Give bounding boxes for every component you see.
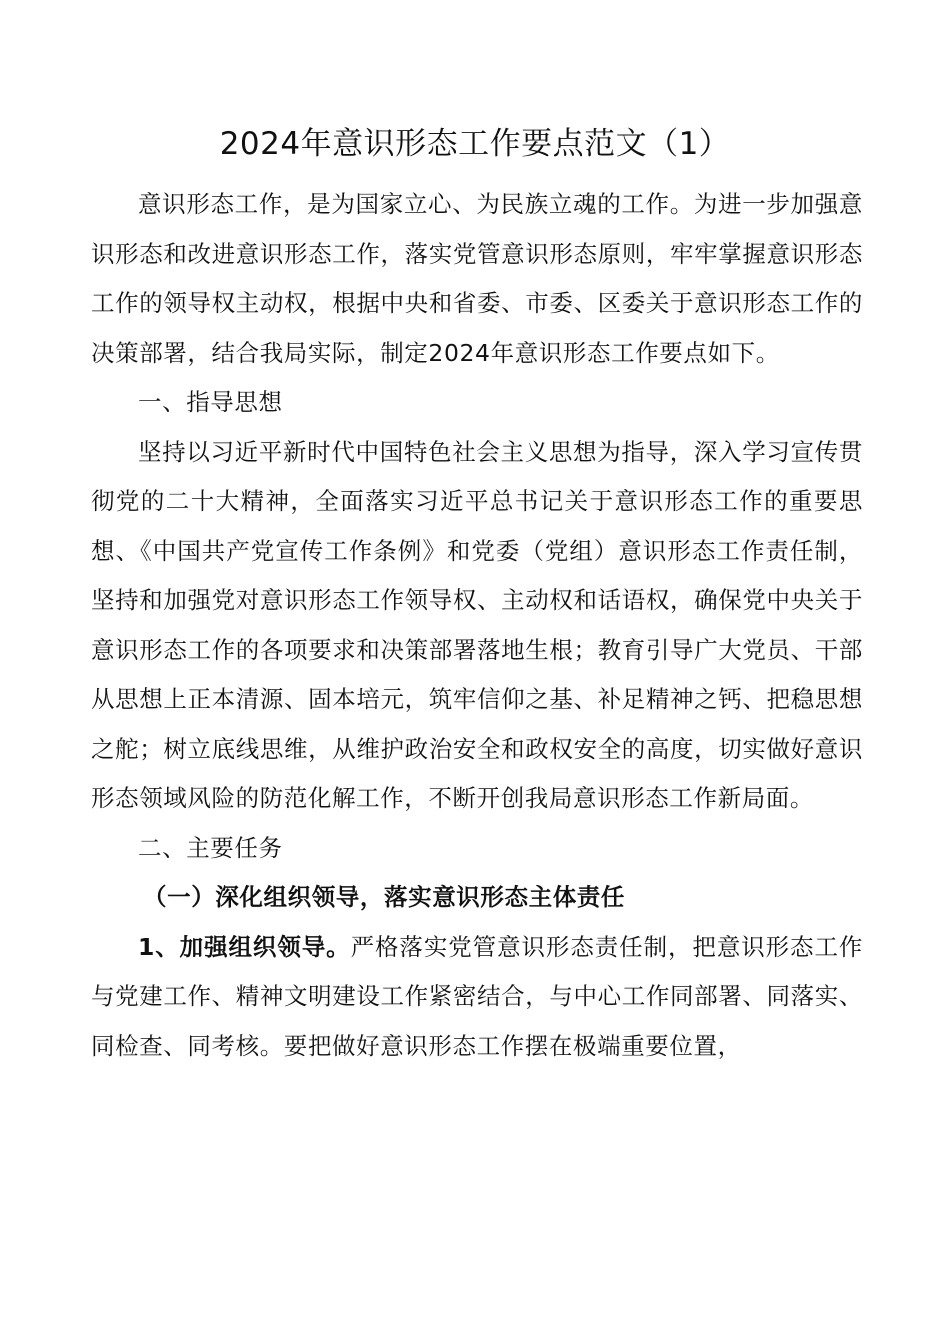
document-title: 2024年意识形态工作要点范文（1）: [219, 126, 731, 162]
section-heading-guiding-thought: 一、指导思想: [138, 388, 283, 416]
intro-paragraph: 意识形态工作，是为国家立心、为民族立魂的工作。为进一步加强意识形态和改进意识形态工作，落实党管意识形态原则，牢牢掌握意识形态工作的领导权主动权，根据中央和省委、市委、区委关于意识形态工作的决策部署，结合我局实际，制定2024年意识形态工作要点如下。: [91, 190, 863, 367]
item-paragraph-organization: [91, 923, 863, 1072]
subsection-heading-organization: （一）深化组织领导，落实意识形态主体责任: [143, 883, 625, 911]
guiding-thought-paragraph: 坚持以习近平新时代中国特色社会主义思想为指导，深入学习宣传贯彻党的二十大精神，全面落实习近平总书记关于意识形态工作的重要思想、《中国共产党宣传工作条例》和党委（党组）意识形态工作责任制，坚持和加强党对意识形态工作领导权、主动权和话语权，确保党中央关于意识形态工作的各项要求和决策部署落地生根；教育引导广大党员、干部从思想上正本清源、固本培元，筑牢信仰之基、补足精神之钙、把稳思想之舵；树立底线思维，从维护政治安全和政权安全的高度，切实做好意识形态领域风险的防范化解工作，不断开创我局意识形态工作新局面。: [91, 437, 863, 812]
item-lead: 1、加强组织领导。: [138, 932, 351, 961]
document-body: [91, 180, 863, 1071]
section-heading-main-tasks: 二、主要任务: [138, 833, 283, 862]
item-body: 严格落实党管意识形态责任制，把意识形态工作与党建工作、精神文明建设工作紧密结合，与中心工作同部署、同落实、同检查、同考核。要把做好意识形态工作摆在极端重要位置，: [91, 932, 863, 1060]
